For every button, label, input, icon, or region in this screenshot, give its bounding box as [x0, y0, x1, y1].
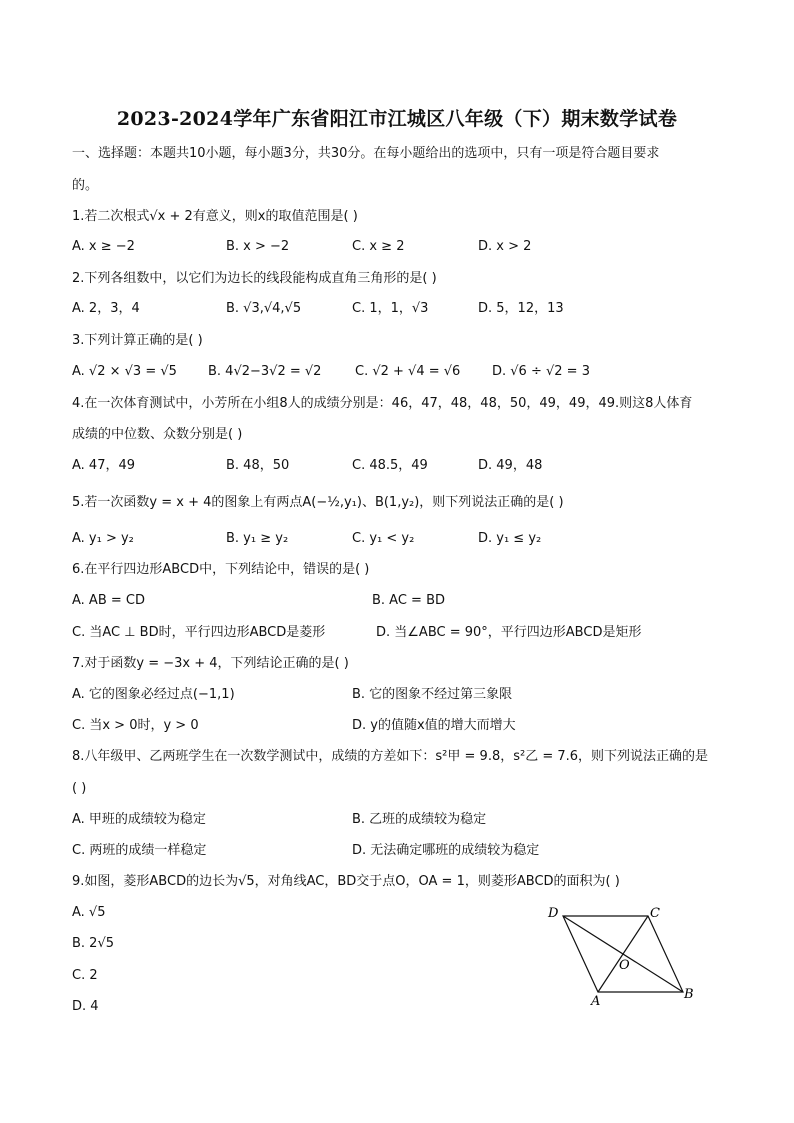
q9-option-c: C. 2: [72, 968, 98, 983]
q6-option-d: D. 当∠ABC = 90°，平行四边形ABCD是矩形: [376, 625, 642, 640]
q6-option-c: C. 当AC ⊥ BD时，平行四边形ABCD是菱形: [72, 625, 326, 640]
q6-option-b: B. AC = BD: [372, 593, 446, 608]
q1-option-d: D. x > 2: [478, 239, 532, 254]
q3-option-a: A. √2 × √3 = √5: [72, 364, 177, 379]
q6-option-a: A. AB = CD: [72, 593, 145, 608]
q1-option-a: A. x ≥ −2: [72, 239, 135, 254]
q9-option-d: D. 4: [72, 999, 99, 1014]
q2-option-d: D. 5，12，13: [478, 301, 564, 316]
q5-option-d: D. y₁ ≤ y₂: [478, 531, 542, 546]
question-4-stem-line1: 4.在一次体育测试中，小芳所在小组8人的成绩分别是：46，47，48，48，50，49，49，49.则这8人体育: [72, 396, 693, 411]
question-9-stem: 9.如图，菱形ABCD的边长为√5，对角线AC，BD交于点O，OA = 1，则菱形ABCD的面积为( ): [72, 874, 620, 889]
q3-option-b: B. 4√2−3√2 = √2: [208, 364, 322, 379]
q8-option-c: C. 两班的成绩一样稳定: [72, 843, 207, 858]
label-o: O: [619, 958, 630, 973]
q1-option-c: C. x ≥ 2: [352, 239, 405, 254]
question-8-stem-line1: 8.八年级甲、乙两班学生在一次数学测试中，成绩的方差如下：s²甲 = 9.8，s²乙 = 7.6，则下列说法正确的是: [72, 749, 709, 764]
q2-option-c: C. 1，1，√3: [352, 301, 429, 316]
q7-option-a: A. 它的图象必经过点(−1,1): [72, 687, 235, 702]
q8-option-d: D. 无法确定哪班的成绩较为稳定: [352, 843, 540, 858]
question-7-stem: 7.对于函数y = −3x + 4，下列结论正确的是( ): [72, 656, 349, 671]
q4-option-b: B. 48，50: [226, 458, 290, 473]
q7-option-d: D. y的值随x值的增大而增大: [352, 718, 516, 733]
q7-option-b: B. 它的图象不经过第三象限: [352, 687, 513, 702]
q5-option-a: A. y₁ > y₂: [72, 531, 134, 546]
question-5-stem: 5.若一次函数y = x + 4的图象上有两点A(−½,y₁)、B(1,y₂)，则下列说法正确的是( ): [72, 495, 564, 510]
question-4-stem-line2: 成绩的中位数、众数分别是( ): [72, 427, 243, 442]
q9-option-a: A. √5: [72, 905, 106, 920]
question-6-stem: 6.在平行四边形ABCD中，下列结论中，错误的是( ): [72, 562, 370, 577]
question-3-stem: 3.下列计算正确的是( ): [72, 333, 203, 348]
question-2-stem: 2.下列各组数中，以它们为边长的线段能构成直角三角形的是( ): [72, 271, 437, 286]
section-instructions-line1: 一、选择题：本题共10小题，每小题3分，共30分。在每小题给出的选项中，只有一项是符合题目要求: [72, 146, 660, 161]
q5-option-b: B. y₁ ≥ y₂: [226, 531, 289, 546]
q3-option-c: C. √2 + √4 = √6: [355, 364, 461, 379]
question-1-stem: 1.若二次根式√x + 2有意义，则x的取值范围是( ): [72, 209, 358, 224]
label-d: D: [548, 906, 559, 921]
q5-option-c: C. y₁ < y₂: [352, 531, 415, 546]
page-title: 2023-2024学年广东省阳江市江城区八年级（下）期末数学试卷: [116, 108, 678, 130]
label-c: C: [650, 906, 660, 921]
rhombus-figure: [538, 900, 708, 1015]
question-8-stem-line2: ( ): [72, 781, 87, 796]
label-b: B: [684, 987, 694, 1002]
q4-option-d: D. 49，48: [478, 458, 543, 473]
q4-option-a: A. 47，49: [72, 458, 136, 473]
q8-option-b: B. 乙班的成绩较为稳定: [352, 812, 487, 827]
q2-option-b: B. √3,√4,√5: [226, 301, 302, 316]
q1-option-b: B. x > −2: [226, 239, 290, 254]
q2-option-a: A. 2，3，4: [72, 301, 140, 316]
section-instructions-line2: 的。: [72, 178, 99, 193]
q8-option-a: A. 甲班的成绩较为稳定: [72, 812, 206, 827]
q3-option-d: D. √6 ÷ √2 = 3: [492, 364, 590, 379]
q7-option-c: C. 当x > 0时，y > 0: [72, 718, 199, 733]
q4-option-c: C. 48.5，49: [352, 458, 428, 473]
label-a: A: [591, 994, 601, 1009]
q9-option-b: B. 2√5: [72, 936, 115, 951]
